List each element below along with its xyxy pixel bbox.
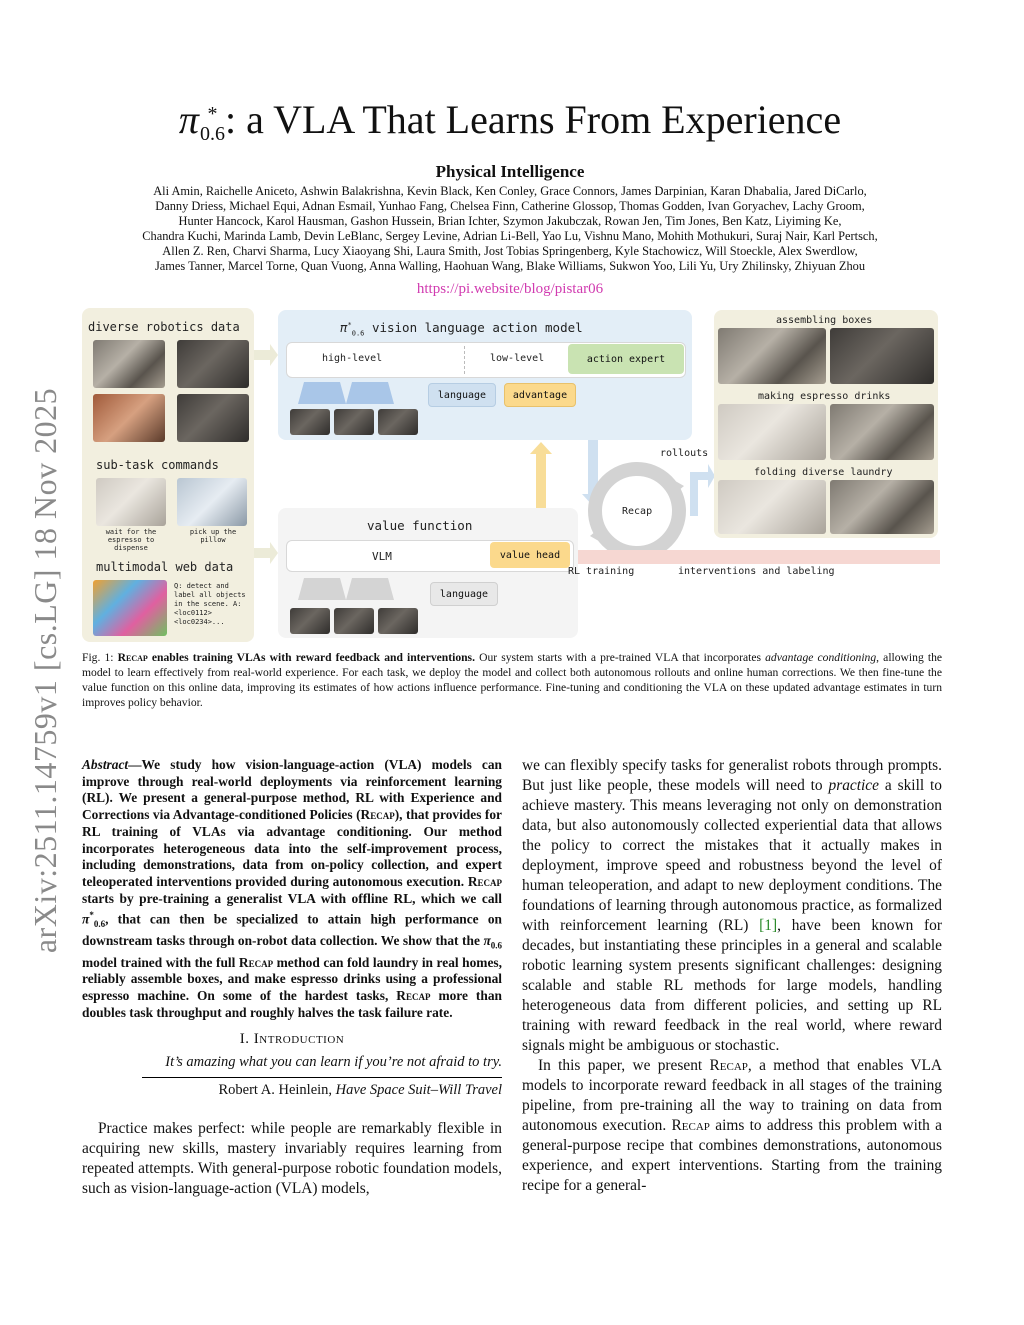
paper-title — [80, 96, 940, 144]
value-head-block: value head — [490, 542, 570, 568]
abstract-pi-sub: 0.6 — [490, 940, 502, 951]
body-text: we can flexibly specify tasks for generalist robots through prompts. But just like people, these models will need to — [522, 757, 942, 794]
body-text: In this paper, we present — [538, 1057, 703, 1074]
abstract-recap: Recap — [360, 807, 395, 823]
epigraph-rule — [142, 1077, 502, 1078]
abstract-pi: π — [483, 933, 491, 949]
task-laundry: folding diverse laundry — [754, 467, 893, 478]
subtask-photo — [177, 478, 247, 526]
advantage-tag: advantage — [504, 383, 576, 407]
abstract — [82, 757, 502, 1021]
advantage-up-arrow — [530, 442, 552, 508]
citation-link[interactable]: [1] — [759, 917, 778, 934]
epigraph-source — [82, 1082, 502, 1099]
arxiv-id: arXiv:2511.14759v1 [cs.LG] 18 Nov 2025 — [27, 387, 64, 953]
vlm-label: VLM — [372, 550, 392, 563]
figure-caption — [82, 650, 942, 710]
body-text: , have been known for decades, but instantiating these principles in a general and scalable robotic learning system presents significant challenges: designing scalable and stable RL methods for large models, handling heterogeneous data from different policies, and setting up RL training with reward feedback in the real world, where reward signals might be ambiguous or stochastic. — [522, 917, 942, 1054]
caption-recap: Recap — [117, 651, 148, 664]
title-sub: 0.6 — [199, 122, 225, 145]
task-espresso: making espresso drinks — [758, 391, 891, 402]
section-number: I. — [239, 1031, 250, 1048]
abstract-text: , that can then be specialized to attain high performance on downstream tasks through on-robot data collection. We show that the — [82, 911, 502, 949]
title-symbol: π — [178, 97, 199, 142]
body-italic: practice — [828, 777, 879, 794]
task-photo — [718, 328, 826, 384]
task-photo — [718, 404, 826, 460]
rollouts-arrow-shape — [690, 464, 715, 516]
level-divider — [464, 346, 465, 374]
vla-title-sub: 0.6 — [351, 329, 365, 338]
interventions-bar — [578, 550, 940, 564]
abstract-pi-sup: * — [89, 910, 94, 921]
vla-title-symbol: π — [340, 320, 348, 335]
value-function-title: value function — [367, 518, 473, 533]
robot-photo — [177, 394, 249, 442]
section-title: Introduction — [253, 1031, 345, 1048]
vla-input-trapezoids — [288, 378, 428, 408]
high-level-label: high-level — [322, 353, 383, 364]
caption-label: Fig. 1: — [82, 651, 114, 664]
rollouts-label: rollouts — [660, 448, 709, 459]
intro-paragraph — [522, 756, 942, 1056]
intro-paragraph: Practice makes perfect: while people are remarkably flexible in acquiring new skills, mastery invariably requires learning from repeated attempts. With general-purpose robotic foundation models, such as vision-language-action (VLA) models, — [82, 1120, 502, 1198]
interventions-label: interventions and labeling — [678, 566, 835, 577]
vla-trapezoid — [298, 382, 346, 404]
body-recap: Recap — [709, 1057, 748, 1074]
body-text: , a method that enables VLA models to incorporate reward feedback in all stages of the training pipeline, from pre-training all the way to training on data from autonomous execution. — [522, 1057, 942, 1134]
action-expert-block: action expert — [568, 344, 684, 374]
vla-obs-photo — [334, 409, 374, 435]
web-data-title: multimodal web data — [96, 560, 234, 574]
abstract-text: ), that provides for RL training of VLAs via advantage conditioning. Our method incorporates heterogeneous data into the self-improvement process, including demonstrations, data from on-policy collection, and expert teleoperated interventions provided during autonomous execution. — [82, 807, 502, 889]
abstract-pi-sub: 0.6 — [93, 919, 106, 930]
caption-italic: advantage conditioning — [765, 651, 877, 664]
value-language-tag: language — [430, 582, 498, 606]
abstract-recap: Recap — [467, 873, 502, 889]
task-photo — [718, 480, 826, 534]
value-input-trapezoids — [288, 574, 428, 604]
body-text: a skill to achieve mastery. This means leveraging not only on demonstration data, but also autonomously collected experiential data that allows the policy to correct the mistakes that it actually makes in deployment, improve speed and robustness beyond the level of human teleoperation, and adapt to new deployment conditions. The foundations of learning through autonomous practice, as formalized with reinforcement learning (RL) — [522, 777, 942, 934]
abstract-text: starts by pre-training a generalist VLA with offline RL, which we call — [82, 890, 502, 906]
task-assembling-boxes: assembling boxes — [776, 315, 873, 326]
vla-obs-photo — [378, 409, 418, 435]
caption-text: , allowing the model to learn effectively from real-world experience. For each task, we deploy the model and collect both autonomous rollouts and online human corrections. We then fine-tune the value function on this online data, improving its estimates of how actions influence performance. Fine-tuning and conditioning the VLA on these updated advantage estimates in turn improves policy behavior. — [82, 651, 943, 709]
epigraph-book: Have Space Suit–Will Travel — [335, 1082, 502, 1099]
robot-photo — [177, 340, 249, 388]
vla-trapezoid — [346, 382, 394, 404]
epigraph: It’s amazing what you can learn if you’re not afraid to try. — [165, 1054, 502, 1071]
value-trapezoid — [298, 578, 346, 600]
abstract-recap: Recap — [396, 987, 431, 1003]
author-line: James Tanner, Marcel Torne, Quan Vuong, Anna Walling, Haohuan Wang, Blake Williams, Sukwon Yoo, Lili Yu, Ury Zhilinsky, Zhiyuan Zhou — [154, 259, 866, 274]
epigraph-author: Robert A. Heinlein, — [218, 1082, 333, 1099]
title-text: : a VLA That Learns From Experience — [224, 97, 842, 142]
caption-text: Our system starts with a pre-trained VLA that incorporates — [479, 651, 761, 664]
recap-center-label: Recap — [622, 506, 653, 517]
author-list — [110, 184, 910, 275]
abstract-label: Abstract — [82, 757, 129, 772]
author-line: Danny Driess, Michael Equi, Adnan Esmail, Yunhao Fang, Chelsea Finn, Catherine Glossop, Thomas Godden, Ivan Goryachev, Lachy Groom, — [155, 199, 865, 214]
value-obs-photo — [334, 608, 374, 634]
task-photo — [830, 480, 934, 534]
project-link[interactable]: https://pi.website/blog/pistar06 — [416, 281, 604, 297]
robot-photo — [93, 340, 165, 388]
robotics-data-title: diverse robotics data — [88, 320, 240, 334]
left-connectors — [254, 338, 280, 568]
author-line: Chandra Kuchi, Marinda Lamb, Devin LeBlanc, Sergey Levine, Adrian Li-Bell, Yao Lu, Vishnu Mano, Mohith Mothukuri, Suraj Nair, Karl Pertsch, — [142, 229, 878, 244]
vla-title-text: vision language action model — [371, 320, 583, 335]
abstract-recap: Recap — [238, 954, 274, 970]
task-photo — [830, 404, 934, 460]
figure-1 — [82, 308, 944, 644]
intro-paragraph — [522, 1056, 942, 1196]
value-trapezoid — [346, 578, 394, 600]
vla-title — [340, 320, 583, 338]
robot-photo — [93, 394, 165, 442]
subtask-title: sub-task commands — [96, 458, 219, 472]
abstract-text: method can fold laundry in real homes, reliably assemble boxes, and make espresso drinks using a professional espresso machine. On some of the hardest tasks, — [82, 954, 502, 1003]
task-photo — [830, 328, 934, 384]
abstract-text: model trained with the full — [82, 954, 236, 970]
vla-title-sup: * — [347, 320, 352, 329]
web-photo — [93, 580, 167, 636]
author-line: Ali Amin, Raichelle Aniceto, Ashwin Balakrishna, Kevin Black, Ken Conley, Grace Connors, James Darpinian, Karan Dhabalia, Jared DiCarlo, — [153, 184, 867, 198]
arrow-to-value — [254, 542, 278, 564]
abstract-pi: π — [82, 911, 90, 927]
rollouts-arrow — [688, 460, 716, 520]
subtask-caption: pick up the pillow — [189, 528, 237, 544]
body-text: aims to address this problem with a general-purpose recipe that combines demonstrations, autonomous experience, and expert interventions. Starting from the training recipe for a general- — [522, 1117, 942, 1194]
left-column — [82, 757, 502, 1199]
subtask-caption: wait for the espresso to dispense — [105, 528, 157, 552]
subtask-photo — [96, 478, 166, 526]
section-heading-introduction — [82, 1031, 502, 1048]
web-query: Q: detect and label all objects in the scene. A: <loc0112> <loc0234>... — [174, 582, 246, 626]
arxiv-stamp — [6, 370, 86, 970]
body-recap: Recap — [671, 1117, 710, 1134]
language-tag: language — [428, 383, 496, 407]
author-line: Hunter Hancock, Karol Hausman, Gashon Hussein, Brian Ichter, Szymon Jakubczak, Rowan Jen, Tim Jones, Ben Katz, Liyiming Ke, — [178, 214, 842, 229]
title-sup: * — [207, 102, 218, 125]
vla-obs-photo — [290, 409, 330, 435]
right-column — [522, 756, 942, 1196]
caption-lead: enables training VLAs with reward feedback and interventions. — [151, 651, 475, 664]
value-obs-photo — [378, 608, 418, 634]
rl-training-label: RL training — [568, 566, 635, 577]
author-line: Allen Z. Ren, Charvi Sharma, Lucy Xiaoyang Shi, Laura Smith, Jost Tobias Springenberg, Kyle Stachowicz, Will Stoeckle, Alex Swerdlow, — [162, 244, 858, 259]
abstract-text: more than doubles task throughput and roughly halves the task failure rate. — [82, 987, 502, 1020]
arrow-to-vla — [254, 344, 278, 366]
value-obs-photo — [290, 608, 330, 634]
low-level-label: low-level — [490, 353, 545, 364]
abstract-text: —We study how vision-language-action (VLA) models can improve through real-world deployments via reinforcement learning (RL). We present a general-purpose method, RL with Experience and Corrections via Advantage-conditioned Policies ( — [82, 757, 502, 823]
organization: Physical Intelligence — [435, 162, 585, 181]
